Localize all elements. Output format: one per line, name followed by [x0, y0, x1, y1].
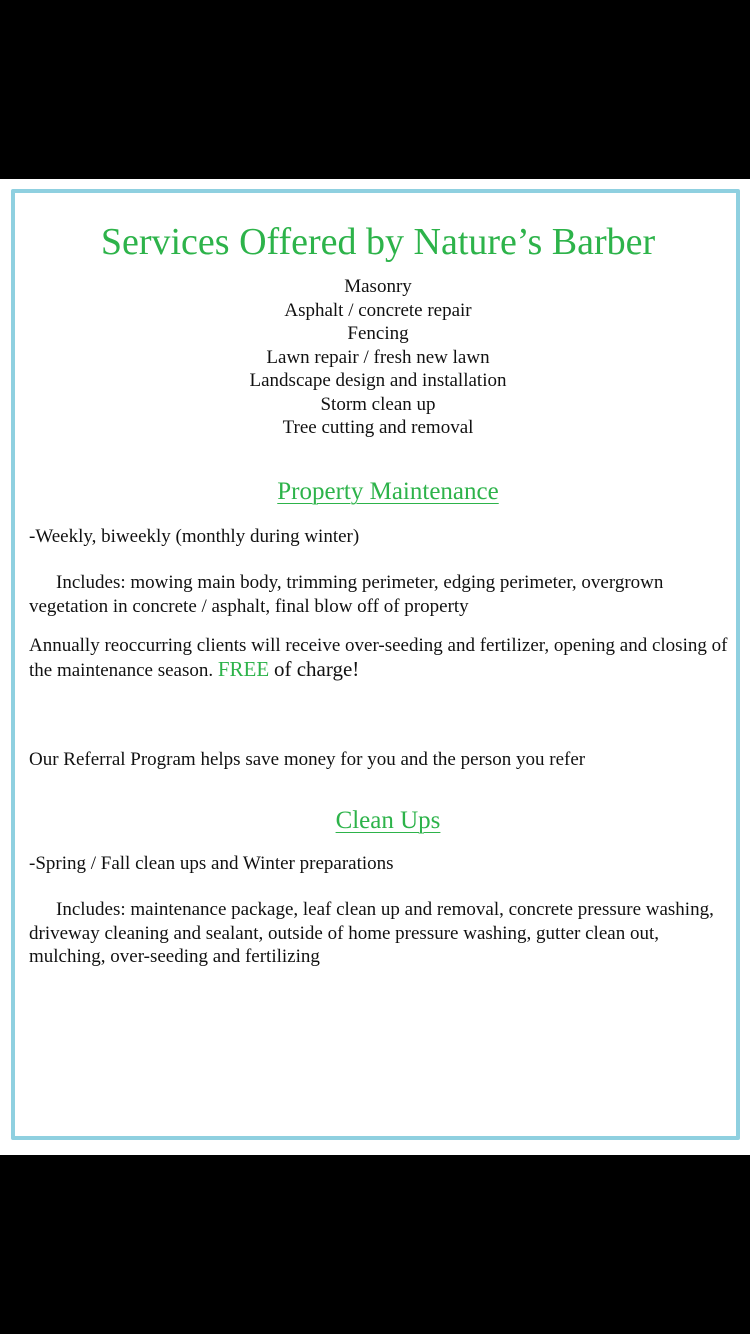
maintenance-includes: Includes: mowing main body, trimming perimeter, edging perimeter, overgrown vegetation in concrete / asphalt, final blow off of property: [29, 572, 664, 617]
service-item: Masonry: [344, 276, 412, 297]
document-frame: [11, 189, 740, 1140]
service-item: Landscape design and installation: [249, 370, 507, 391]
free-highlight: FREE: [217, 656, 270, 681]
service-item: Storm clean up: [320, 393, 436, 415]
cleanup-includes: Includes: maintenance package, leaf clean up and removal, concrete pressure washing, driveway cleaning and sealant, outside of home pressure washing, gutter clean out, mulching, over-seeding and fertilizing: [29, 899, 714, 967]
service-item: Fencing: [347, 323, 409, 344]
document-page: [0, 179, 750, 1155]
property-maintenance-heading: Property Maintenance: [277, 478, 499, 505]
annual-offer: [29, 634, 729, 682]
service-item: Lawn repair / fresh new lawn: [266, 346, 490, 368]
cleanup-frequency: -Spring / Fall clean ups and Winter preparations: [29, 853, 394, 874]
page-title: Services Offered by Nature’s Barber: [100, 221, 656, 263]
referral-program: Our Referral Program helps save money for you and the person you refer: [29, 749, 586, 770]
service-item: Asphalt / concrete repair: [284, 299, 472, 321]
service-item: Tree cutting and removal: [282, 417, 474, 438]
annual-offer-text: Annually reoccurring clients will receive over-seeding and fertilizer, opening and closing of the maintenance season.: [29, 635, 728, 681]
clean-ups-heading: Clean Ups: [335, 807, 441, 834]
charge-text: of charge!: [273, 656, 360, 681]
maintenance-frequency: -Weekly, biweekly (monthly during winter): [29, 526, 360, 547]
services-list: [15, 275, 741, 440]
